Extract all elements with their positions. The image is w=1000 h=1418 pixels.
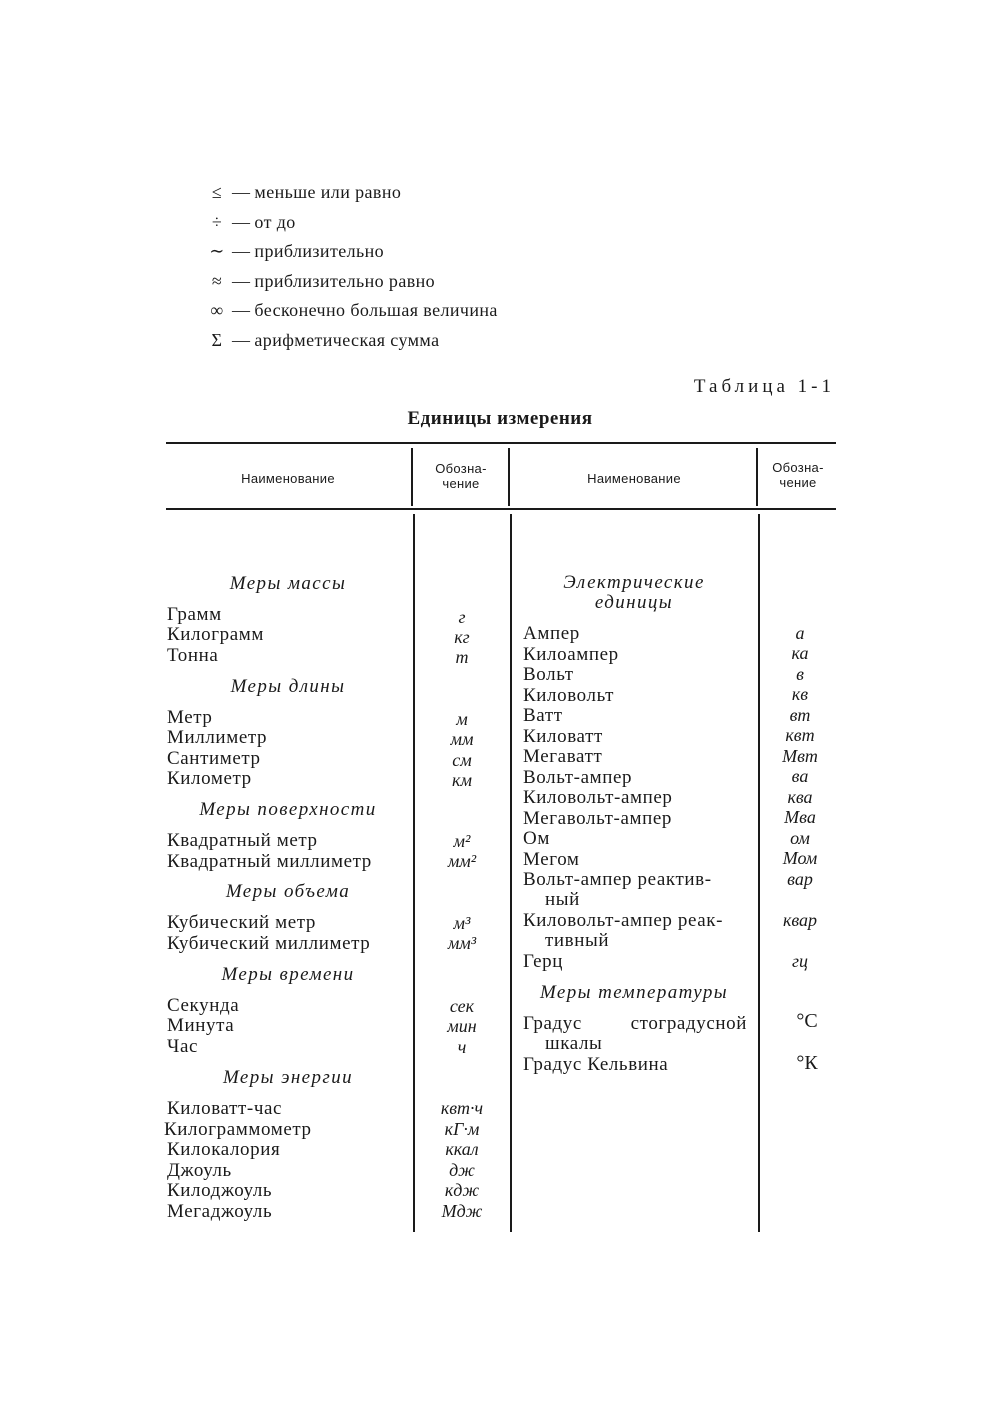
unit-name: Мегаватт xyxy=(523,746,603,767)
unit-symbol: кдж xyxy=(444,1180,480,1200)
unit-name: Мегавольт-ампер xyxy=(523,808,673,829)
legend-row-approx-equal xyxy=(204,267,498,297)
legend-row-approx xyxy=(204,237,498,267)
legend-dash: — xyxy=(232,300,251,320)
unit-name: Килоампер xyxy=(523,644,619,665)
unit-symbol: кв xyxy=(791,684,809,704)
unit-name: Вольт xyxy=(523,664,574,685)
legend-text: приблизительно равно xyxy=(254,270,436,291)
unit-symbol: °С xyxy=(796,1010,818,1032)
unit-name: Киловольт xyxy=(523,685,615,706)
legend-row-less-equal xyxy=(204,178,498,208)
unit-name: Минута xyxy=(167,1015,235,1036)
unit-symbol: ка xyxy=(791,643,809,663)
unit-symbol: мм³ xyxy=(447,933,477,953)
unit-symbol: Мва xyxy=(784,807,816,827)
unit-symbol: кг xyxy=(454,627,470,647)
unit-name: Грамм xyxy=(167,604,222,625)
unit-name: Секунда xyxy=(167,995,240,1016)
legend-row-from-to xyxy=(204,208,498,238)
legend-dash: — xyxy=(232,270,251,291)
section-title-length: Меры длины xyxy=(230,676,346,697)
unit-symbol: ва xyxy=(791,766,809,786)
unit-name: Тонна xyxy=(167,645,219,666)
unit-name: Кубический метр xyxy=(167,912,317,933)
unit-symbol: в xyxy=(796,664,804,684)
unit-symbol: Мдж xyxy=(441,1201,483,1221)
unit-symbol: см xyxy=(452,750,472,770)
unit-symbol: Мвт xyxy=(782,746,818,766)
unit-symbol: т xyxy=(455,647,469,667)
section-title-volume: Меры объема xyxy=(225,881,351,902)
unit-symbol: мм² xyxy=(447,851,477,871)
table-number: Таблица 1-1 xyxy=(693,376,835,397)
unit-name: Килоджоуль xyxy=(167,1180,273,1201)
unit-symbol: км xyxy=(452,770,472,790)
unit-name: Километр xyxy=(167,768,252,789)
column-divider xyxy=(411,448,413,506)
unit-symbol: ч xyxy=(457,1037,467,1057)
legend-text: меньше или равно xyxy=(254,182,402,202)
unit-symbol: сек xyxy=(449,996,475,1016)
unit-symbol: ом xyxy=(790,828,810,848)
legend-row-infinity xyxy=(204,296,498,326)
section-title-electric xyxy=(512,573,756,613)
unit-symbol: м xyxy=(456,709,468,729)
unit-symbol: ккал xyxy=(445,1139,479,1159)
header-symbol-line2: чение xyxy=(442,476,480,491)
unit-name: Мегом xyxy=(523,849,580,870)
header-name-left: Наименование xyxy=(241,471,335,486)
table-top-rule xyxy=(166,442,836,444)
less-or-equal-icon: ≤ xyxy=(211,182,223,202)
unit-symbol: а xyxy=(795,623,805,643)
unit-symbol: м³ xyxy=(453,913,471,933)
infinity-icon: ∞ xyxy=(210,300,224,320)
legend-text: приблизительно xyxy=(254,241,385,261)
unit-symbol: кГ·м xyxy=(444,1119,480,1139)
unit-symbol: м² xyxy=(453,831,471,851)
unit-name: Ватт xyxy=(523,705,563,726)
section-title-mass: Меры массы xyxy=(229,573,347,594)
unit-symbol: дж xyxy=(449,1160,475,1180)
approx-equal-icon: ≈ xyxy=(211,270,223,291)
section-title-area: Меры поверхности xyxy=(199,799,377,820)
table-header-rule xyxy=(166,508,836,510)
header-symbol-line1: Обозна- xyxy=(435,461,487,476)
section-title-line1: Электрические xyxy=(563,572,705,593)
unit-name: Кубический миллиметр xyxy=(167,933,371,954)
unit-name: Килограмм xyxy=(167,624,264,645)
unit-name: Джоуль xyxy=(167,1160,232,1181)
unit-symbol: гц xyxy=(791,951,809,971)
unit-name: Миллиметр xyxy=(167,727,268,748)
sigma-icon: Σ xyxy=(211,329,223,350)
header-symbol-left xyxy=(414,461,508,491)
unit-symbol: Мом xyxy=(782,848,818,868)
unit-name: Градус Кельвина xyxy=(523,1054,669,1075)
section-title-line2: единицы xyxy=(594,592,674,613)
unit-symbol: ква xyxy=(787,787,813,807)
header-symbol-right xyxy=(759,460,837,490)
unit-symbol: °К xyxy=(796,1052,818,1074)
legend-dash: — xyxy=(232,182,251,202)
unit-name: Сантиметр xyxy=(167,748,261,769)
tilde-icon: ∼ xyxy=(209,241,225,261)
unit-name: Килокалория xyxy=(167,1139,281,1160)
legend-dash: — xyxy=(232,241,251,261)
unit-name: Киловатт-час xyxy=(167,1098,283,1119)
unit-symbol: квт xyxy=(785,725,815,745)
header-symbol-line2: чение xyxy=(779,475,817,490)
unit-name: Вольт-ампер xyxy=(523,767,633,788)
unit-symbol: вт xyxy=(789,705,811,725)
unit-name: Ампер xyxy=(523,623,580,644)
unit-name: Мегаджоуль xyxy=(167,1201,273,1222)
symbol-legend xyxy=(204,178,498,355)
header-symbol-line1: Обозна- xyxy=(772,460,824,475)
division-icon: ÷ xyxy=(211,211,223,232)
legend-text: арифметическая сумма xyxy=(254,329,440,350)
legend-text: от до xyxy=(254,211,296,232)
column-divider xyxy=(510,514,512,1232)
unit-name: Ом xyxy=(523,828,550,849)
legend-dash: — xyxy=(232,211,251,232)
unit-name: Герц xyxy=(523,951,564,972)
column-divider xyxy=(508,448,510,506)
unit-name: Киловольт-ампер xyxy=(523,787,673,808)
legend-dash: — xyxy=(232,329,251,350)
column-divider xyxy=(756,448,758,506)
unit-name-continuation: ный xyxy=(545,889,580,910)
section-title-time: Меры времени xyxy=(221,964,355,985)
legend-row-sum xyxy=(204,326,498,356)
unit-symbol: мм xyxy=(450,729,474,749)
unit-name-continuation: тивный xyxy=(545,930,610,951)
unit-symbol: вар xyxy=(787,869,813,889)
section-title-temperature: Меры температуры xyxy=(539,982,729,1003)
unit-name: Киловатт xyxy=(523,726,603,747)
unit-symbol: квар xyxy=(782,910,818,930)
section-title-energy: Меры энергии xyxy=(222,1067,354,1088)
unit-name-continuation: шкалы xyxy=(545,1033,603,1054)
unit-name: Час xyxy=(167,1036,199,1057)
unit-name: Киловольт-ампер реак- xyxy=(523,910,724,931)
unit-name: Квадратный метр xyxy=(167,830,318,851)
unit-symbol: квт·ч xyxy=(440,1098,484,1118)
unit-symbol: мин xyxy=(447,1016,477,1036)
unit-name: Квадратный миллиметр xyxy=(167,851,372,872)
unit-name: Градус стоградусной xyxy=(523,1013,747,1034)
legend-text: бесконечно большая величина xyxy=(254,300,498,320)
unit-name: Вольт-ампер реактив- xyxy=(523,869,712,890)
header-name-right: Наименование xyxy=(587,471,681,486)
unit-symbol: г xyxy=(458,607,466,627)
table-title: Единицы измерения xyxy=(407,408,593,429)
unit-name: Метр xyxy=(167,707,213,728)
unit-name: Килограммометр xyxy=(164,1119,312,1140)
